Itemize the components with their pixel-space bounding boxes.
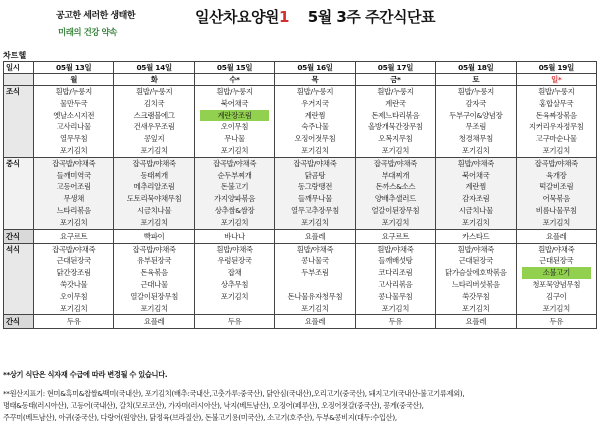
menu-item: 고등어조림 (56, 182, 91, 192)
menu-cell (355, 157, 435, 229)
menu-item: 포기김치 (220, 291, 249, 301)
menu-cell (194, 157, 274, 229)
menu-item: 계란장조림 (200, 110, 269, 122)
menu-cell (114, 157, 194, 229)
menu-item: 고사리나물 (56, 122, 91, 132)
menu-item: 계란국 (385, 98, 406, 108)
menu-cell (355, 243, 435, 315)
menu-item: 콩나물국 (301, 256, 329, 266)
menu-item: 콩나물무침 (378, 291, 413, 301)
menu-item: 무나물 (224, 134, 245, 144)
date-cell: 05월 14일 (114, 62, 194, 74)
menu-item: 흰밥/야채죽 (457, 244, 495, 254)
menu-item: 닭간장조림 (56, 268, 91, 278)
menu-item: 상추무침 (220, 279, 249, 289)
menu-item: 들깨무나물 (297, 194, 333, 204)
menu-item: 열무고추장무침 (291, 205, 339, 215)
menu-cell (34, 86, 114, 158)
menu-item: 들깨배섯탕 (378, 256, 413, 266)
date-cell: 05월 17일 (355, 62, 435, 74)
meal-row (4, 243, 597, 315)
snack-row (4, 315, 597, 329)
menu-item: 시금치나물 (458, 205, 493, 215)
menu-item: 고사리볶음 (378, 279, 413, 289)
menu-cell (436, 157, 516, 229)
snack-cell: 두유 (355, 315, 435, 329)
menu-item: 돈제느타리볶음 (371, 110, 420, 120)
menu-item: 흰밥/누룽지 (135, 87, 173, 96)
menu-item: 동태찌개 (140, 170, 168, 180)
menu-item: 콩잎지 (143, 134, 165, 144)
menu-item: 우렁된장국 (217, 256, 252, 266)
date-cell: 05월 13일 (34, 62, 114, 74)
menu-item: 포기김치 (60, 145, 88, 155)
menu-item: 유부된장국 (137, 256, 172, 266)
menu-item: 감자조림 (462, 194, 490, 204)
menu-item: 오이무침 (60, 291, 88, 301)
menu-item: 돈까스&소스 (375, 182, 416, 192)
day-cell: 화 (114, 74, 194, 86)
menu-item: 옛날소시지전 (53, 110, 95, 120)
menu-item: 상추쌈&쌈장 (214, 205, 255, 215)
menu-cell (436, 86, 516, 158)
day-cell: 토 (436, 74, 516, 86)
menu-cell (194, 86, 274, 158)
menu-item: 흰밥/누룽지 (457, 87, 495, 96)
menu-cell (34, 157, 114, 229)
day-label-empty (4, 74, 34, 86)
menu-item: 느타리볶음 (56, 205, 91, 215)
menu-cell (114, 243, 194, 315)
snack-cell: 두유 (194, 315, 274, 329)
menu-item: 청경채무침 (458, 134, 493, 144)
menu-item: 근대된장국 (56, 256, 91, 266)
day-cell: 일* (516, 74, 596, 86)
day-cell: 목 (275, 74, 355, 86)
menu-item: 흰밥/야채죽 (216, 244, 253, 254)
meal-row (4, 86, 597, 158)
menu-item: 포기김치 (542, 303, 570, 313)
menu-cell (194, 243, 274, 315)
menu-item: 부대찌개 (381, 170, 410, 180)
meal-label: 간식 (4, 315, 34, 329)
menu-item: 무생채 (63, 194, 84, 204)
day-cell: 수* (194, 74, 274, 86)
menu-item: 포기김치 (381, 303, 410, 313)
snack-cell: 요플레 (436, 315, 516, 329)
menu-item: 숙주나물 (301, 122, 329, 132)
menu-item: 들깨미역국 (56, 170, 91, 180)
menu-item: 포기김치 (140, 217, 168, 227)
snack-cell: 요플레 (275, 229, 355, 243)
menu-item: 쑥갓무침 (462, 291, 490, 301)
snack-cell: 바나나 (194, 229, 274, 243)
menu-item: 건새우무조림 (133, 122, 175, 132)
menu-item: 포기김치 (301, 145, 329, 155)
menu-item: 코다리조림 (378, 268, 413, 278)
menu-item: 스크램블에그 (133, 110, 175, 120)
menu-item: 잡곡밥/야채죽 (212, 158, 257, 168)
menu-item: 포기김치 (542, 145, 570, 155)
snack-cell: 요플레 (114, 315, 194, 329)
menu-item: 돈육짜장볶음 (535, 110, 577, 120)
menu-item: 포기김치 (60, 217, 88, 227)
menu-cell (114, 86, 194, 158)
menu-item: 포기김치 (462, 217, 490, 227)
menu-cell (355, 86, 435, 158)
meal-label: 조식 (4, 86, 34, 158)
menu-item: 동그랑땡전 (297, 182, 333, 192)
menu-cell (516, 243, 596, 315)
menu-item: 잡곡밥/야채죽 (132, 244, 176, 254)
menu-item: 잡곡밥/야채죽 (52, 158, 96, 168)
menu-item: 포기김치 (381, 145, 410, 155)
notes (3, 369, 597, 424)
menu-item: 흰밥/누룽지 (538, 87, 575, 96)
menu-item: 소불고기 (522, 267, 591, 279)
weekly-menu-table (3, 61, 597, 329)
menu-item: 메추리알조림 (133, 182, 175, 192)
menu-item: 포기김치 (301, 217, 329, 227)
logo (54, 4, 136, 44)
menu-item: 계란찜 (304, 110, 326, 120)
menu-item: 잡곡밥/야채죽 (534, 158, 578, 168)
origin-line-2: 명태&동태(러시아산), 고등어(국내산), 갈치(모로코산), 가자미(러시아산), 낙지(베트남산), 오징어(페루산), 오징어젓갈(중국산), 꽁게(중국산), (3, 401, 424, 410)
menu-item: 두부조림 (301, 268, 329, 278)
menu-item: 시금치나물 (137, 205, 172, 215)
menu-item: 근대나물 (140, 279, 168, 289)
menu-cell (275, 243, 355, 315)
day-cell: 월 (34, 74, 114, 86)
menu-item: 흰밥/야채죽 (457, 158, 495, 168)
meal-row (4, 157, 597, 229)
menu-item: 흰밥/야채죽 (538, 244, 575, 254)
menu-item: 잡곡밥/야채죽 (293, 158, 337, 168)
menu-item: 열무무침 (60, 134, 88, 144)
snack-cell: 두유 (34, 315, 114, 329)
subtitle: 차트헬 (3, 51, 27, 60)
snack-cell: 요플레 (275, 315, 355, 329)
origin-line-3: 주꾸미(베트남산), 아귀(중국산), 다랑어(원양산), 닭정육(브라질산), 돈불고기용(미국산), 소고기(호주산), 두부&콩비지(대두:수입산), (3, 413, 397, 422)
page-title (150, 6, 480, 27)
menu-item: 포기김치 (140, 303, 168, 313)
snack-cell: 카스타드 (436, 229, 516, 243)
menu-item: 육개장 (546, 170, 567, 180)
menu-item: 포기김치 (462, 303, 490, 313)
menu-item: 흰밥/누룽지 (377, 87, 414, 96)
menu-item: 흰밥/누룽지 (216, 87, 253, 96)
menu-item: 닭가슴살에호박볶음 (445, 268, 507, 278)
menu-item: 잡채 (227, 268, 242, 278)
menu-item: 무조림 (465, 122, 487, 132)
menu-item: 포기김치 (381, 217, 410, 227)
menu-item: 얼갈이된장무침 (371, 205, 420, 215)
menu-item: 김치국 (143, 98, 165, 108)
day-row (4, 74, 597, 86)
menu-item: 느타리버섯볶음 (451, 279, 500, 289)
menu-item: 떡갈비조림 (539, 182, 574, 192)
date-cell: 05월 15일 (194, 62, 274, 74)
menu-item: 비름나물무침 (535, 205, 577, 215)
snack-cell: 빡파이 (114, 229, 194, 243)
menu-item: 순두부찌개 (217, 170, 252, 180)
date-row (4, 62, 597, 74)
origin-line-1: **원산지표기: 현미&흑미&찹쌀&백미(국내산), 포기김치(배추:국내산,고춧가루:중국산), 닭안심(국내산),오리고기(중국산), 돼지고기(국내산-불고기류제외), (3, 389, 465, 398)
menu-item: 어묵볶음 (542, 194, 570, 204)
menu-item: 북어채국 (220, 98, 249, 108)
date-cell: 05월 16일 (275, 62, 355, 74)
snack-row (4, 229, 597, 243)
snack-cell: 요플레 (516, 229, 596, 243)
snack-cell: 두유 (516, 315, 596, 329)
menu-item: 가지양파볶음 (214, 194, 256, 204)
menu-item: 오징어젓무침 (294, 134, 336, 144)
menu-item: 포기김치 (60, 303, 88, 313)
menu-item: 흰밥/누룽지 (296, 87, 334, 96)
menu-item: 흰밥/누룽지 (55, 87, 92, 96)
snack-cell: 요구르트 (34, 229, 114, 243)
menu-item: 오복지무침 (378, 134, 413, 144)
menu-item: 근대된장국 (539, 256, 574, 266)
menu-cell (516, 157, 596, 229)
menu-item: 돈육볶음 (140, 268, 168, 278)
menu-item: 계란찜 (465, 182, 487, 192)
menu-item: 양배추샐러드 (374, 194, 416, 204)
snack-cell: 요구르트 (355, 229, 435, 243)
meal-label: 간식 (4, 229, 34, 243)
menu-item: 흰밥/야채죽 (377, 244, 414, 254)
menu-item: 쑥갓나물 (60, 279, 88, 289)
meal-label: 중식 (4, 157, 34, 229)
menu-cell (516, 86, 596, 158)
menu-item: 열갈이된장무침 (130, 291, 179, 301)
menu-item: 잡곡밥/야채죽 (373, 158, 418, 168)
menu-cell (275, 157, 355, 229)
menu-item: 고구마순나물 (535, 134, 577, 144)
menu-item: 잡곡밥/야채죽 (132, 158, 176, 168)
menu-item: 우거지국 (301, 98, 329, 108)
menu-item: 포기김치 (220, 145, 249, 155)
title-number: 1 (278, 8, 289, 26)
menu-item: 잡곡밥/야채죽 (52, 244, 96, 254)
logo-line-1: 공고한 세러한 생태한 (56, 11, 136, 21)
menu-item: 감자국 (465, 98, 487, 108)
menu-item: 북어채국 (462, 170, 490, 180)
menu-item: 홍합살무국 (539, 98, 574, 108)
menu-item (275, 279, 354, 291)
menu-item: 포기김치 (220, 217, 249, 227)
meal-label: 석식 (4, 243, 34, 315)
menu-item: 오이무침 (220, 122, 249, 132)
menu-item: 포기김치 (140, 145, 168, 155)
menu-item: 돈불고기 (220, 182, 249, 192)
menu-item: 흰밥/야채죽 (296, 244, 334, 254)
title-suffix: 5월 3주 주간식단표 (307, 8, 436, 26)
menu-cell (436, 243, 516, 315)
menu-cell (34, 243, 114, 315)
menu-item: 도토리묵야채무침 (126, 194, 182, 204)
menu-item: 돈나물유자청무침 (287, 291, 343, 301)
date-cell: 05월 18일 (436, 62, 516, 74)
date-cell: 05월 19일 (516, 62, 596, 74)
menu-item: 근대된장국 (458, 256, 493, 266)
menu-item: 김구이 (546, 291, 567, 301)
menu-item: 올방개묵간장무침 (368, 122, 423, 132)
menu-item (195, 303, 274, 315)
title-prefix: 일산차요양원 (194, 8, 279, 26)
menu-item: 지커리우자정무침 (528, 122, 584, 132)
logo-line-2: 미래의 건강 약속 (58, 28, 117, 38)
menu-item: 닭곰탕 (304, 170, 326, 180)
menu-item: 물만두국 (60, 98, 88, 108)
menu-item: 포기김치 (462, 145, 490, 155)
day-cell: 금* (355, 74, 435, 86)
header-label: 일시 (4, 62, 34, 74)
menu-item: 포기김치 (542, 217, 570, 227)
supply-note: **상기 식단은 식자재 수급에 따라 변경될 수 있습니다. (3, 370, 168, 379)
menu-item: 포기김치 (301, 303, 329, 313)
menu-item: 두부구이&양념장 (449, 110, 503, 120)
menu-cell (275, 86, 355, 158)
menu-item: 청포묵양념무침 (532, 279, 581, 289)
